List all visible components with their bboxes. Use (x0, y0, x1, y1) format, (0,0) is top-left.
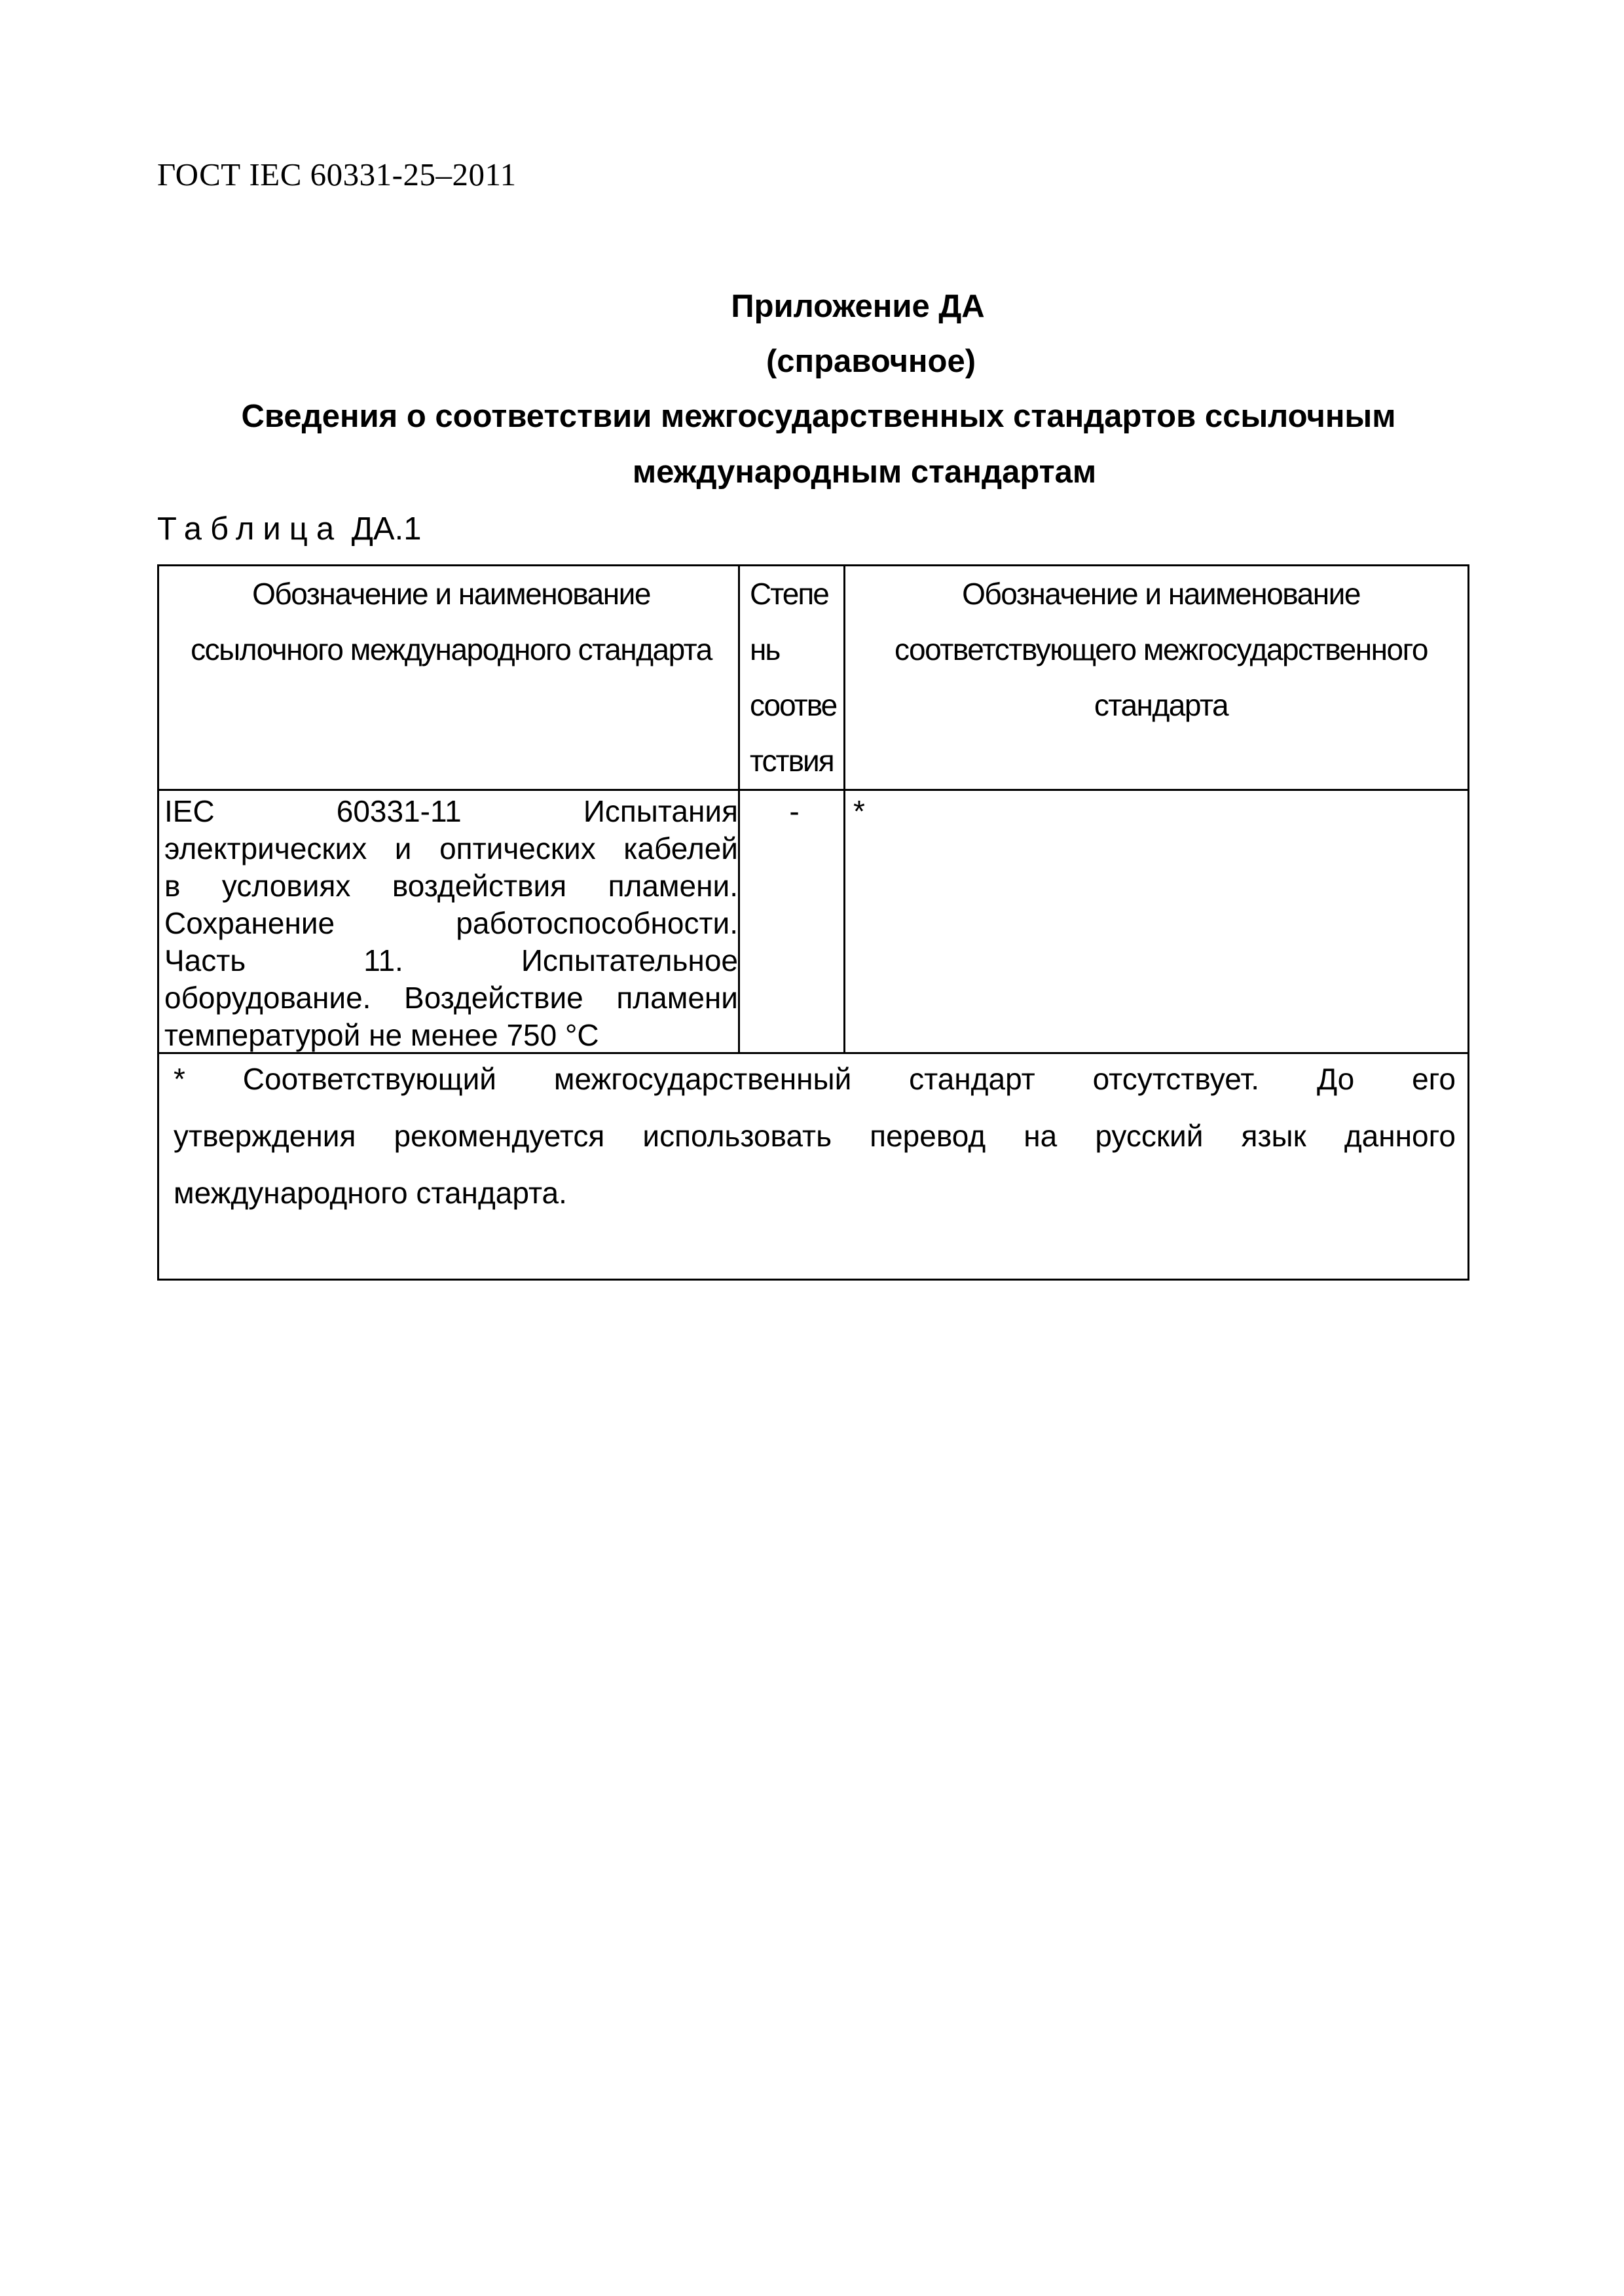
table-cell-reference-standard (164, 793, 738, 1054)
column-header-interstate (853, 566, 1469, 733)
table-label-word: Таблица (157, 511, 343, 547)
header-line: соотве (750, 688, 837, 722)
cell-line: электрических и оптических кабелей (164, 831, 738, 866)
header-line: Степе (750, 577, 828, 611)
annex-heading-line2: международным стандартам (632, 454, 1097, 490)
cell-line: оборудование. Воздействие пламени (164, 981, 738, 1015)
table-label-number: ДА.1 (351, 511, 422, 547)
footnote-line: утверждения рекомендуется использовать перевод на русский язык данного (174, 1119, 1456, 1153)
cell-line: IEC 60331-11 Испытания (164, 794, 738, 828)
annex-title: Приложение ДА (731, 289, 985, 324)
column-divider (738, 566, 740, 1054)
annex-subtitle: (справочное) (766, 344, 976, 379)
annex-heading-line1: Сведения о соответствии межгосударственных стандартов ссылочным (241, 399, 1396, 434)
cell-line: температурой не менее 750 °С (164, 1018, 599, 1052)
table-cell-interstate-standard: * (853, 794, 865, 828)
correspondence-table (157, 564, 1469, 1281)
header-line: ссылочного международного стандарта (191, 632, 712, 666)
footnote-line: * Соответствующий межгосударственный стандарт отсутствует. До его (174, 1062, 1456, 1096)
column-header-reference (164, 566, 738, 678)
header-line: Обозначение и наименование (962, 577, 1360, 611)
header-line: тствия (750, 744, 834, 778)
footnote-line: международного стандарта. (174, 1176, 567, 1210)
cell-line: Часть 11. Испытательное (164, 943, 738, 977)
header-line: нь (750, 632, 780, 666)
header-divider (159, 789, 1467, 791)
cell-line: Сохранение работоспособности. (164, 906, 738, 940)
table-cell-degree: - (789, 794, 800, 828)
column-header-degree (750, 566, 848, 789)
header-line: Обозначение и наименование (252, 577, 650, 611)
header-line: соответствующего межгосударственного (895, 632, 1428, 666)
header-line: стандарта (1094, 688, 1228, 722)
table-label (157, 511, 421, 547)
table-footnote (174, 1051, 1456, 1222)
cell-line: в условиях воздействия пламени. (164, 869, 738, 903)
document-id: ГОСТ IEC 60331-25–2011 (157, 156, 517, 192)
